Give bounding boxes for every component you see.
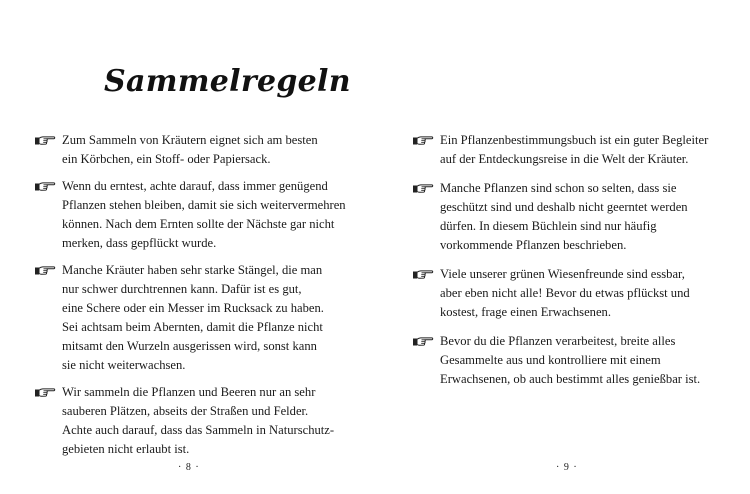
text-line: Bevor du die Pflanzen verarbeitest, breite alles — [440, 334, 676, 348]
list-item — [34, 177, 364, 253]
pointing-hand-icon — [412, 180, 434, 196]
text-line: Manche Kräuter haben sehr starke Stängel, die man — [62, 263, 323, 277]
text-line: nur schwer durchtrennen kann. Dafür ist es gut, — [62, 282, 302, 296]
list-item — [412, 265, 717, 322]
pointing-hand-icon — [34, 262, 56, 278]
text-line: Achte auch darauf, dass das Sammeln in Naturschutz- — [62, 423, 335, 437]
list-item — [34, 131, 364, 169]
text-line: Ein Pflanzenbestimmungsbuch ist ein guter Begleiter — [440, 133, 709, 147]
text-line: kostest, frage einen Erwachsenen. — [440, 305, 611, 319]
text-line: aber eben nicht alle! Bevor du etwas pflückst und — [440, 286, 690, 300]
page-title: Sammelregeln — [104, 64, 351, 99]
text-line: mitsamt den Wurzeln ausgerissen wird, sonst kann — [62, 339, 317, 353]
text-line: Gesammelte aus und kontrolliere mit einem — [440, 353, 661, 367]
rules-list-right — [412, 131, 717, 399]
text-line: vorkommende Pflanzen beschrieben. — [440, 238, 627, 252]
text-line: Wir sammeln die Pflanzen und Beeren nur an sehr — [62, 385, 316, 399]
text-line: sie nicht weiterwachsen. — [62, 358, 186, 372]
text-line: Pflanzen stehen bleiben, damit sie sich weitervermehren — [62, 198, 346, 212]
text-line: Zum Sammeln von Kräutern eignet sich am besten — [62, 133, 318, 147]
text-line: Wenn du erntest, achte darauf, dass immer genügend — [62, 179, 328, 193]
text-line: auf der Entdeckungsreise in die Welt der Kräuter. — [440, 152, 689, 166]
list-item — [412, 332, 717, 389]
text-line: Manche Pflanzen sind schon so selten, dass sie — [440, 181, 677, 195]
pointing-hand-icon — [412, 266, 434, 282]
text-line: eine Schere oder ein Messer im Rucksack zu haben. — [62, 301, 324, 315]
text-line: Viele unserer grünen Wiesenfreunde sind essbar, — [440, 267, 685, 281]
list-item — [34, 383, 364, 459]
pointing-hand-icon — [412, 333, 434, 349]
list-item — [412, 179, 717, 255]
pointing-hand-icon — [34, 132, 56, 148]
text-line: dürfen. In diesem Büchlein sind nur häufig — [440, 219, 657, 233]
list-item — [34, 261, 364, 375]
pointing-hand-icon — [412, 132, 434, 148]
text-line: können. Nach dem Ernten sollte der Nächste gar nicht — [62, 217, 335, 231]
text-line: gebieten nicht erlaubt ist. — [62, 442, 190, 456]
pointing-hand-icon — [34, 384, 56, 400]
text-line: sauberen Plätzen, abseits der Straßen und Felder. — [62, 404, 309, 418]
text-line: ein Körbchen, ein Stoff- oder Papiersack. — [62, 152, 271, 166]
text-line: Sei achtsam beim Abernten, damit die Pflanze nicht — [62, 320, 323, 334]
text-line: merken, dass gepflückt wurde. — [62, 236, 217, 250]
page-number-right: · 9 · — [556, 462, 578, 473]
text-line: Erwachsenen, ob auch bestimmt alles genießbar ist. — [440, 372, 701, 386]
pointing-hand-icon — [34, 178, 56, 194]
rules-list-left — [34, 131, 364, 467]
list-item — [412, 131, 717, 169]
page-number-left: · 8 · — [178, 462, 200, 473]
text-line: geschützt sind und deshalb nicht geerntet werden — [440, 200, 688, 214]
